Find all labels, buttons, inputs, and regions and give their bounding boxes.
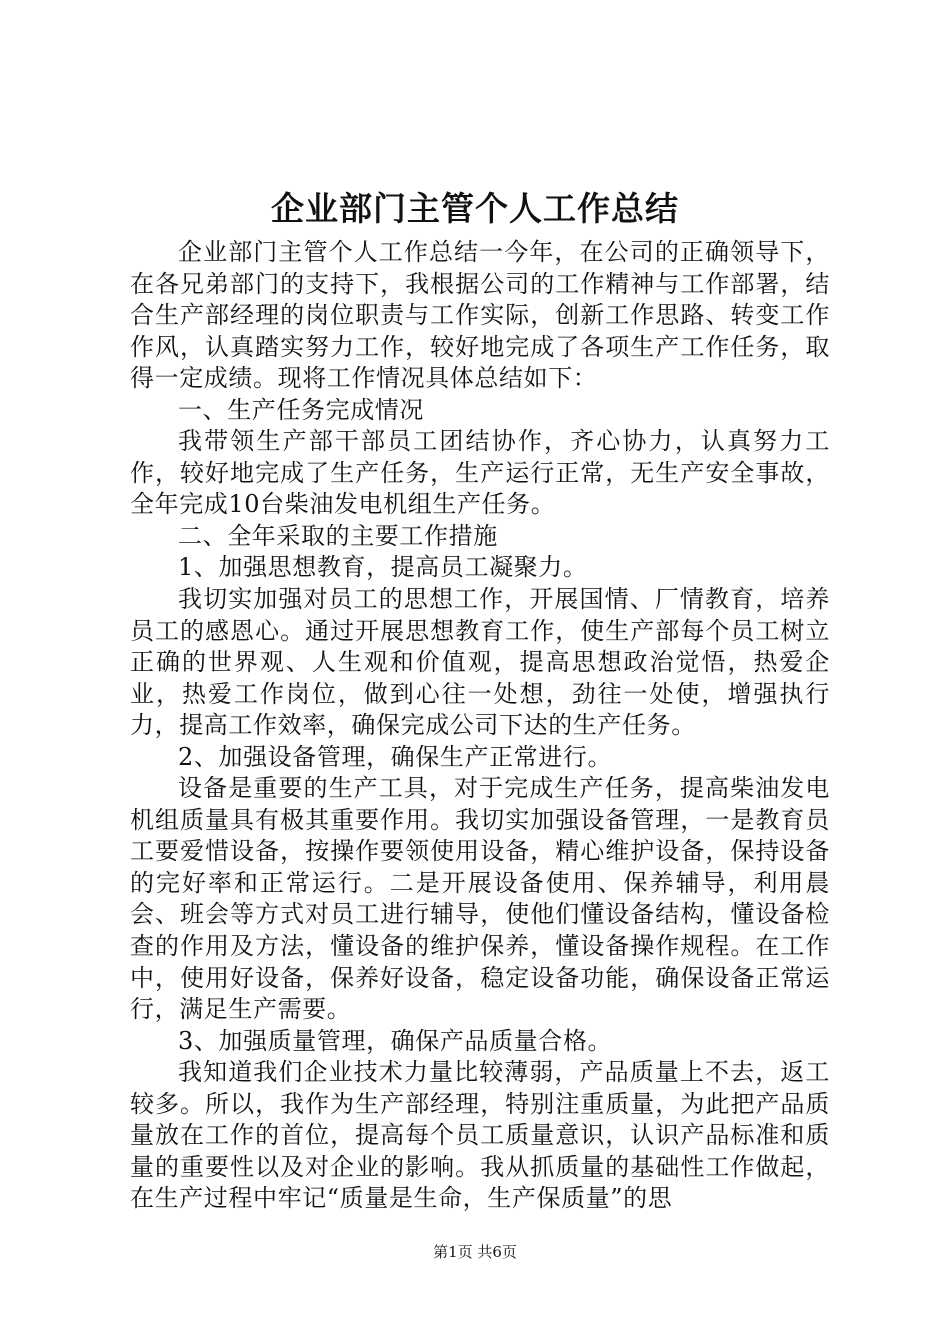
document-body (130, 237, 830, 1215)
subheading-1: 1、加强思想教育，提高员工凝聚力。 (178, 553, 588, 582)
subheading-3: 3、加强质量管理，确保产品质量合格。 (178, 1026, 613, 1055)
paragraph-production-tasks: 我带领生产部干部员工团结协作，齐心协力，认真努力工作，较好地完成了生产任务，生产运行正常，无生产安全事故，全年完成10台柴油发电机组生产任务。 (130, 427, 830, 519)
paragraph-equipment-management: 设备是重要的生产工具，对于完成生产任务，提高柴油发电机组质量具有极其重要作用。我切实加强设备管理，一是教育员工要爱惜设备，按操作要领使用设备，精心维护设备，保持设备的完好率和正常运行。二是开展设备使用、保养辅导，利用晨会、班会等方式对员工进行辅导，使他们懂设备结构，懂设备检查的作用及方法，懂设备的维护保养，懂设备操作规程。在工作中，使用好设备，保养好设备，稳定设备功能，确保设备正常运行，满足生产需要。 (130, 774, 830, 1024)
section-heading-1: 一、生产任务完成情况 (178, 395, 424, 424)
section-heading-2: 二、全年采取的主要工作措施 (178, 521, 498, 550)
paragraph-quality-management: 我知道我们企业技术力量比较薄弱，产品质量上不去，返工较多。所以，我作为生产部经理，特别注重质量，为此把产品质量放在工作的首位，提高每个员工质量意识，认识产品标准和质量的重要性以及对企业的影响。我从抓质量的基础性工作做起，在生产过程中牢记“质量是生命，生产保质量”的思 (130, 1058, 830, 1213)
paragraph-intro: 企业部门主管个人工作总结一今年，在公司的正确领导下，在各兄弟部门的支持下，我根据公司的工作精神与工作部署，结合生产部经理的岗位职责与工作实际，创新工作思路、转变工作作风，认真踏实努力工作，较好地完成了各项生产工作任务，取得一定成绩。现将工作情况具体总结如下： (130, 238, 830, 393)
paragraph-ideological-education: 我切实加强对员工的思想工作，开展国情、厂情教育，培养员工的感恩心。通过开展思想教育工作，使生产部每个员工树立正确的世界观、人生观和价值观，提高思想政治觉悟，热爱企业，热爱工作岗位，做到心往一处想，劲往一处使，增强执行力，提高工作效率，确保完成公司下达的生产任务。 (130, 585, 830, 740)
subheading-2: 2、加强设备管理，确保生产正常进行。 (178, 742, 613, 771)
page-footer: 第1页 共6页 (433, 1243, 517, 1261)
document-title: 企业部门主管个人工作总结 (271, 189, 679, 228)
